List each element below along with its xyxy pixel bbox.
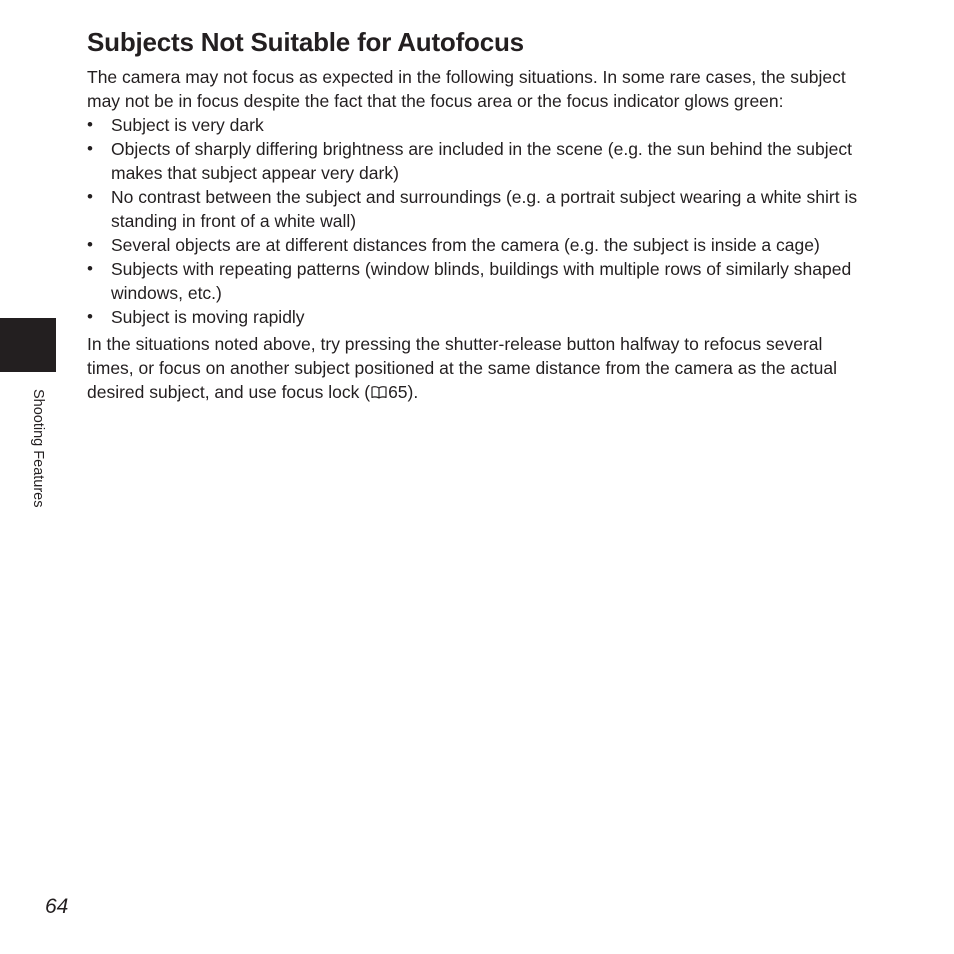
section-body — [87, 65, 872, 404]
outro-end: ). — [407, 382, 419, 402]
book-reference-icon — [371, 381, 387, 394]
chapter-label: Shooting Features — [30, 389, 46, 508]
bullet-item: • No contrast between the subject and surroundings (e.g. a portrait subject wearing a white shirt is standing in front of a white wall) — [87, 185, 872, 233]
bullet-item: • Subject is very dark — [87, 113, 872, 137]
outro-paragraph — [87, 332, 872, 404]
intro-paragraph: The camera may not focus as expected in the following situations. In some rare cases, the subject may not be in focus despite the fact that the focus area or the focus indicator glows green: — [87, 67, 846, 111]
bullet-item: • Subjects with repeating patterns (window blinds, buildings with multiple rows of similarly shaped windows, etc.) — [87, 257, 872, 305]
bullet-list — [87, 113, 872, 329]
bullet-item: • Subject is moving rapidly — [87, 305, 872, 329]
chapter-tab — [0, 318, 56, 372]
outro-text: In the situations noted above, try pressing the shutter-release button halfway to refocus several times, or focus on another subject positioned at the same distance from the camera as the actual desired subject, and use focus lock ( — [87, 334, 837, 402]
bullet-item: • Objects of sharply differing brightness are included in the scene (e.g. the sun behind the subject makes that subject appear very dark) — [87, 137, 872, 185]
page-title: Subjects Not Suitable for Autofocus — [87, 27, 524, 57]
bullet-item: • Several objects are at different distances from the camera (e.g. the subject is inside a cage) — [87, 233, 872, 257]
page-number: 64 — [45, 895, 69, 918]
page-reference[interactable]: 65 — [388, 382, 408, 402]
